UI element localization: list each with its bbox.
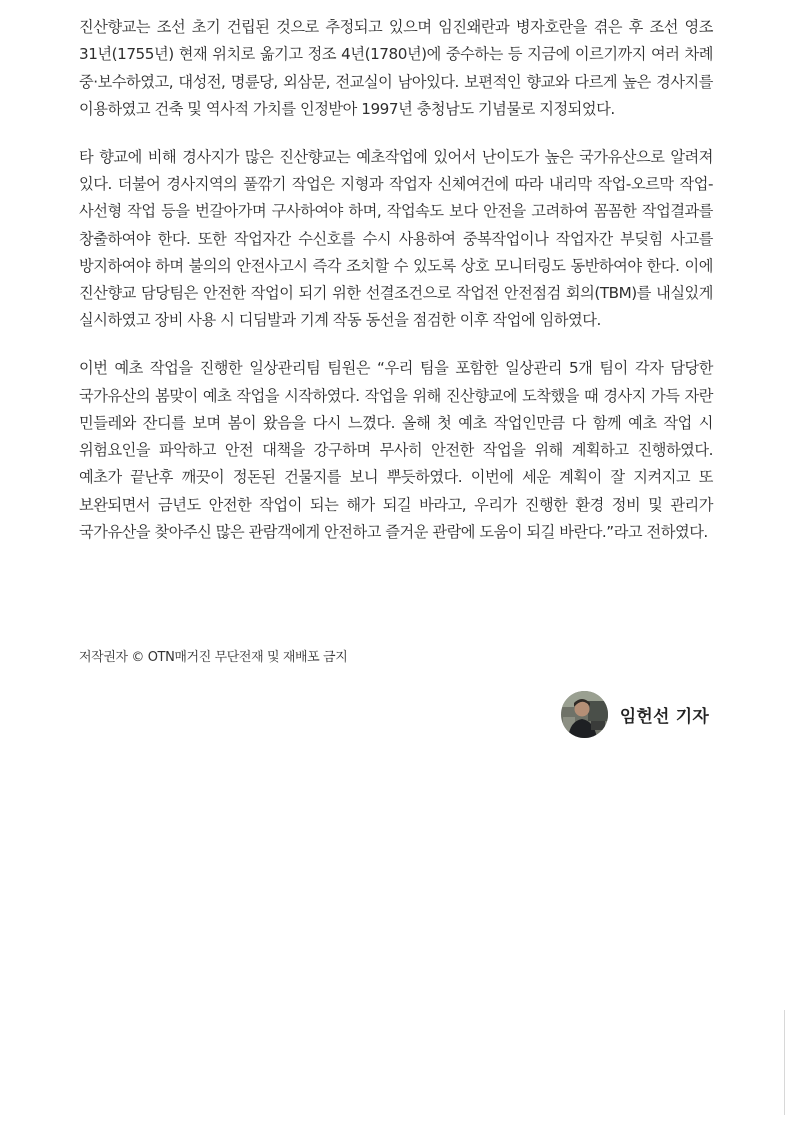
scan-edge-divider xyxy=(784,1010,785,1115)
article-body xyxy=(79,14,713,546)
reporter-byline xyxy=(561,690,709,738)
article-paragraph-1: 진산향교는 조선 초기 건립된 것으로 추정되고 있으며 임진왜란과 병자호란을 겪은 후 조선 영조 31년(1755년) 현재 위치로 옮기고 정조 4년(1780년)에 중수하는 등 지금에 이르기까지 여러 차례 중·보수하였고, 대성전, 명륜당, 외삼문, 전교실이 남아있다. 보편적인 향교와 다르게 높은 경사지를 이용하였고 건축 및 역사적 가치를 인정받아 1997년 충청남도 기념물로 지정되었다. xyxy=(79,18,713,118)
article-paragraph-3: 이번 예초 작업을 진행한 일상관리팀 팀원은 “우리 팀을 포함한 일상관리 5개 팀이 각자 담당한 국가유산의 봄맞이 예초 작업을 시작하였다. 작업을 위해 진산향교에 도착했을 때 경사지 가득 자란 민들레와 잔디를 보며 봄이 왔음을 다시 느꼈다. 올해 첫 예초 작업인만큼 다 함께 예초 작업 시 위험요인을 파악하고 안전 대책을 강구하며 무사히 안전한 작업을 위해 계획하고 진행하였다. 예초가 끝난후 깨끗이 정돈된 건물지를 보니 뿌듯하였다. 이번에 세운 계획이 잘 지켜지고 또 보완되면서 금년도 안전한 작업이 되는 해가 되길 바라고, 우리가 진행한 환경 정비 및 관리가 국가유산을 찾아주신 많은 관람객에게 안전하고 즐거운 관람에 도움이 되길 바란다.”라고 전하였다. xyxy=(79,359,713,542)
reporter-name: 임헌선 기자 xyxy=(619,706,709,727)
copyright-notice: 저작권자 © OTN매거진 무단전재 및 재배포 금지 xyxy=(79,650,348,665)
reporter-photo-icon xyxy=(561,691,608,738)
article-paragraph-2: 타 향교에 비해 경사지가 많은 진산향교는 예초작업에 있어서 난이도가 높은 국가유산으로 알려져 있다. 더불어 경사지역의 풀깎기 작업은 지형과 작업자 신체여건에 따라 내리막 작업-오르막 작업-사선형 작업 등을 번갈아가며 구사하여야 하며, 작업속도 보다 안전을 고려하여 꼼꼼한 작업결과를 창출하여야 한다. 또한 작업자간 수신호를 수시 사용하여 중복작업이나 작업자간 부딪힘 사고를 방지하여야 하며 불의의 안전사고시 즉각 조치할 수 있도록 상호 모니터링도 동반하여야 한다. 이에 진산향교 담당팀은 안전한 작업이 되기 위한 선결조건으로 작업전 안전점검 회의(TBM)를 내실있게 실시하였고 장비 사용 시 디딤발과 기계 작동 동선을 점검한 이후 작업에 임하였다. xyxy=(79,147,713,330)
